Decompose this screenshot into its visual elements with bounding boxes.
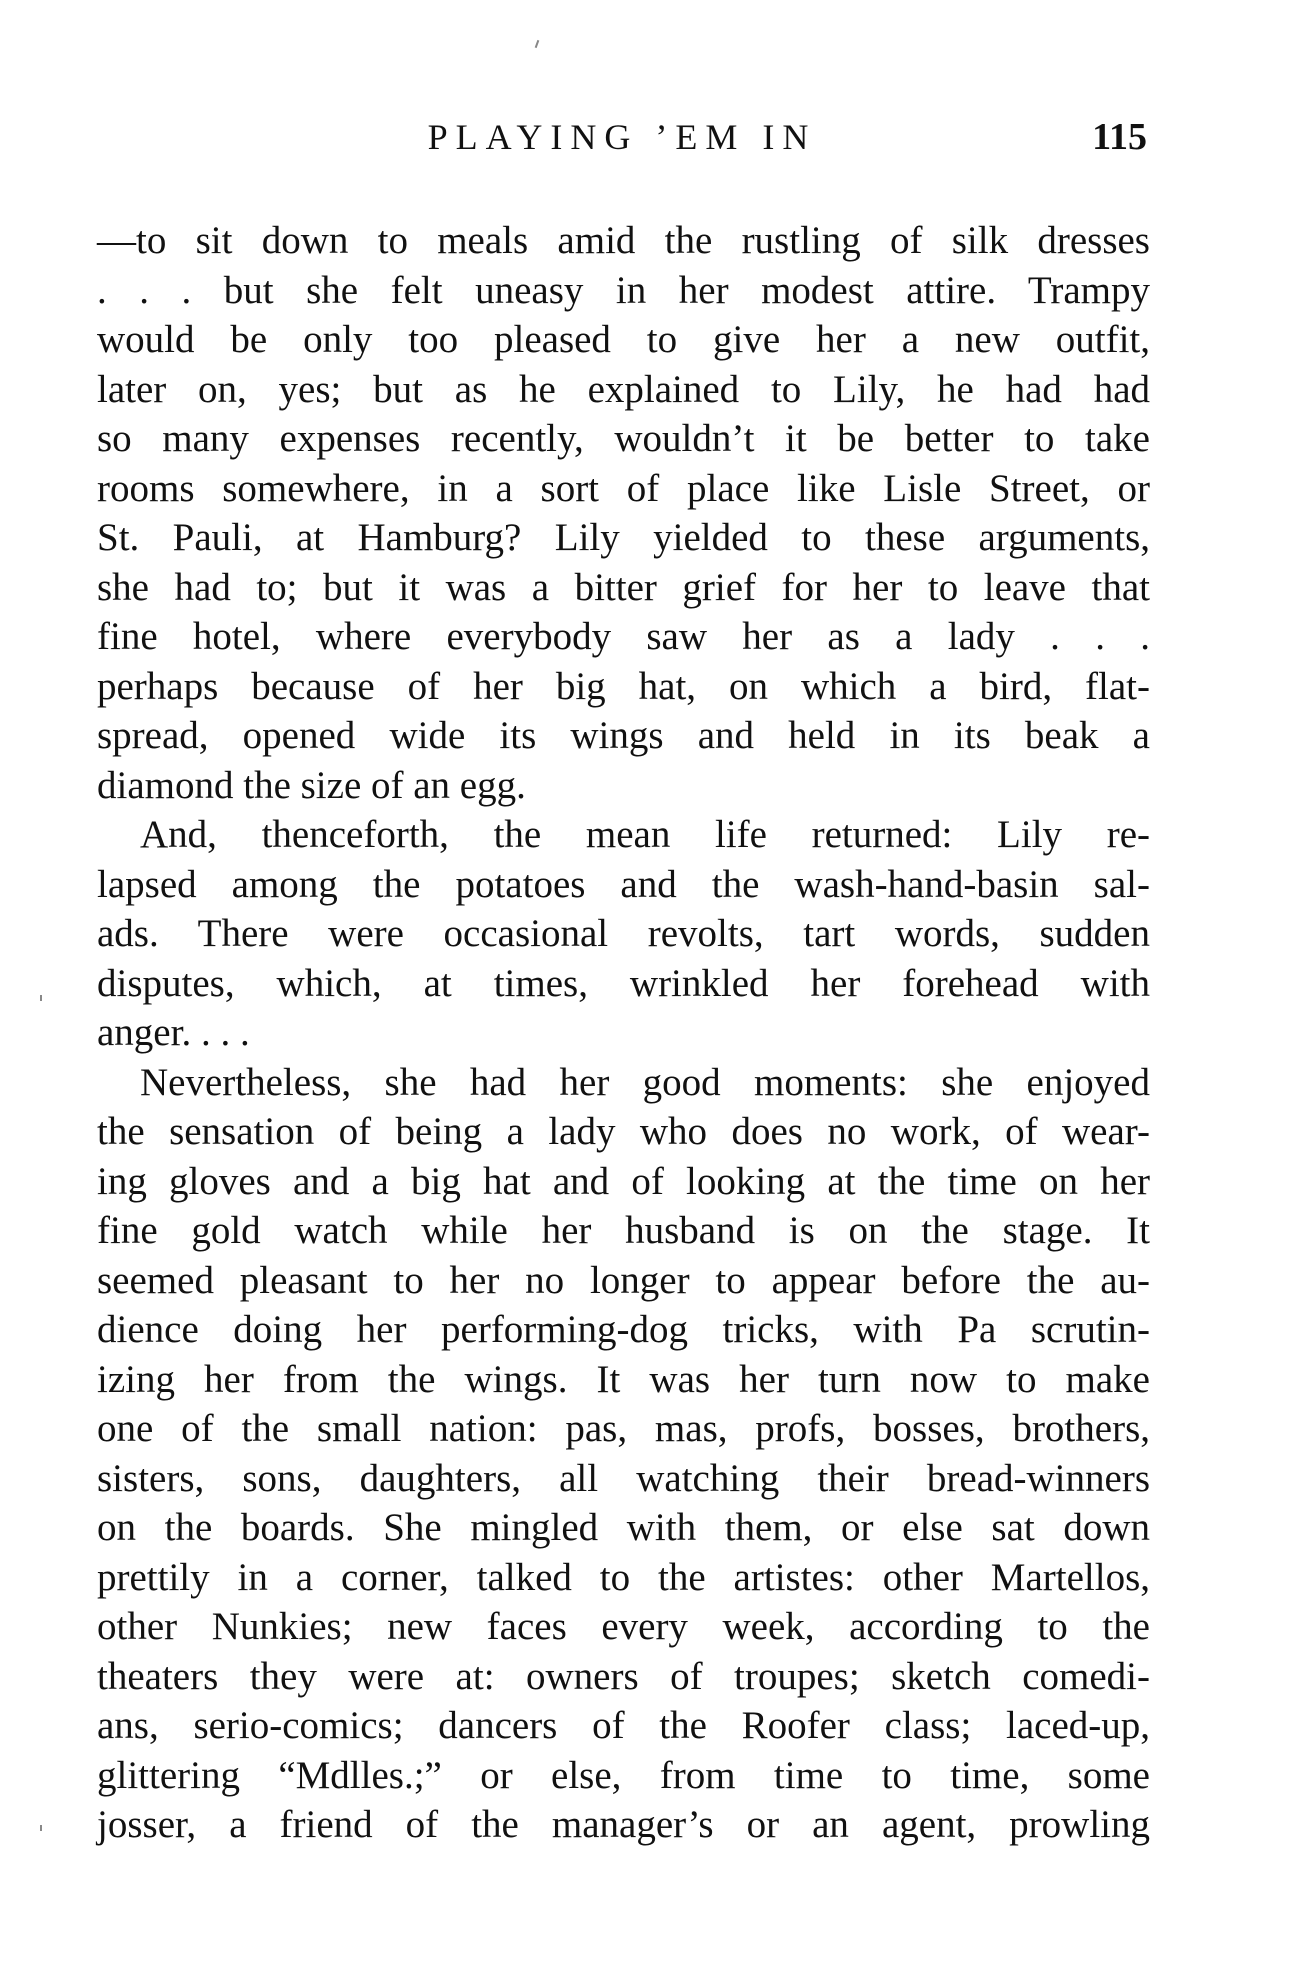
text-line: prettily in a corner, talked to the artistes: other Martellos, (97, 1555, 1150, 1599)
text-line: —to sit down to meals amid the rustling of silk dresses (97, 219, 1150, 262)
text-line: lapsed among the potatoes and the wash-hand-basin sal- (97, 862, 1150, 906)
text-line: ads. There were occasional revolts, tart words, sudden (97, 912, 1150, 955)
text-line: ing gloves and a big hat and of looking at the time on her (97, 1159, 1150, 1203)
text-line: glittering “Mdlles.;” or else, from time to time, some (97, 1753, 1150, 1797)
running-head: PLAYING ’EM IN (427, 117, 817, 157)
text-line: izing her from the wings. It was her turn now to make (97, 1357, 1150, 1401)
text-line: anger. . . . (97, 1011, 250, 1054)
text-line: fine hotel, where everybody saw her as a lady . . . (97, 615, 1150, 658)
text-line: other Nunkies; new faces every week, according to the (97, 1605, 1150, 1648)
text-line: on the boards. She mingled with them, or else sat down (97, 1506, 1150, 1549)
text-line: ans, serio-comics; dancers of the Roofer class; laced-up, (97, 1704, 1150, 1747)
scan-speck (40, 995, 42, 1001)
text-line: perhaps because of her big hat, on which a bird, flat- (97, 664, 1150, 708)
text-line: rooms somewhere, in a sort of place like Lisle Street, or (97, 466, 1150, 510)
scan-speck (535, 40, 540, 48)
page-header (97, 112, 1147, 162)
text-line: josser, a friend of the manager’s or an agent, prowling (97, 1803, 1150, 1846)
text-line: . . . but she felt uneasy in her modest attire. Trampy (97, 268, 1150, 312)
text-line: seemed pleasant to her no longer to appear before the au- (97, 1258, 1150, 1302)
text-line: disputes, which, at times, wrinkled her forehead with (97, 961, 1150, 1005)
paragraph-first-line: And, thenceforth, the mean life returned: Lily re- (140, 813, 1150, 856)
body-text (97, 216, 1150, 1850)
text-line: one of the small nation: pas, mas, profs, bosses, brothers, (97, 1407, 1150, 1450)
text-line: St. Pauli, at Hamburg? Lily yielded to these arguments, (97, 516, 1150, 559)
scan-speck (40, 1825, 42, 1831)
text-line: would be only too pleased to give her a new outfit, (97, 318, 1150, 361)
text-line: so many expenses recently, wouldn’t it be better to take (97, 417, 1150, 460)
page-number: 115 (1092, 116, 1147, 158)
text-line: later on, yes; but as he explained to Lily, he had had (97, 367, 1150, 411)
text-line: fine gold watch while her husband is on the stage. It (97, 1209, 1150, 1252)
text-line: dience doing her performing-dog tricks, with Pa scrutin- (97, 1308, 1150, 1351)
text-line: diamond the size of an egg. (97, 763, 526, 807)
text-line: sisters, sons, daughters, all watching their bread-winners (97, 1456, 1150, 1500)
text-line: theaters they were at: owners of troupes; sketch comedi- (97, 1654, 1150, 1698)
text-line: the sensation of being a lady who does no work, of wear- (97, 1110, 1150, 1153)
text-line: spread, opened wide its wings and held in its beak a (97, 714, 1150, 757)
paragraph-first-line: Nevertheless, she had her good moments: she enjoyed (140, 1060, 1150, 1104)
text-line: she had to; but it was a bitter grief for her to leave that (97, 565, 1150, 609)
